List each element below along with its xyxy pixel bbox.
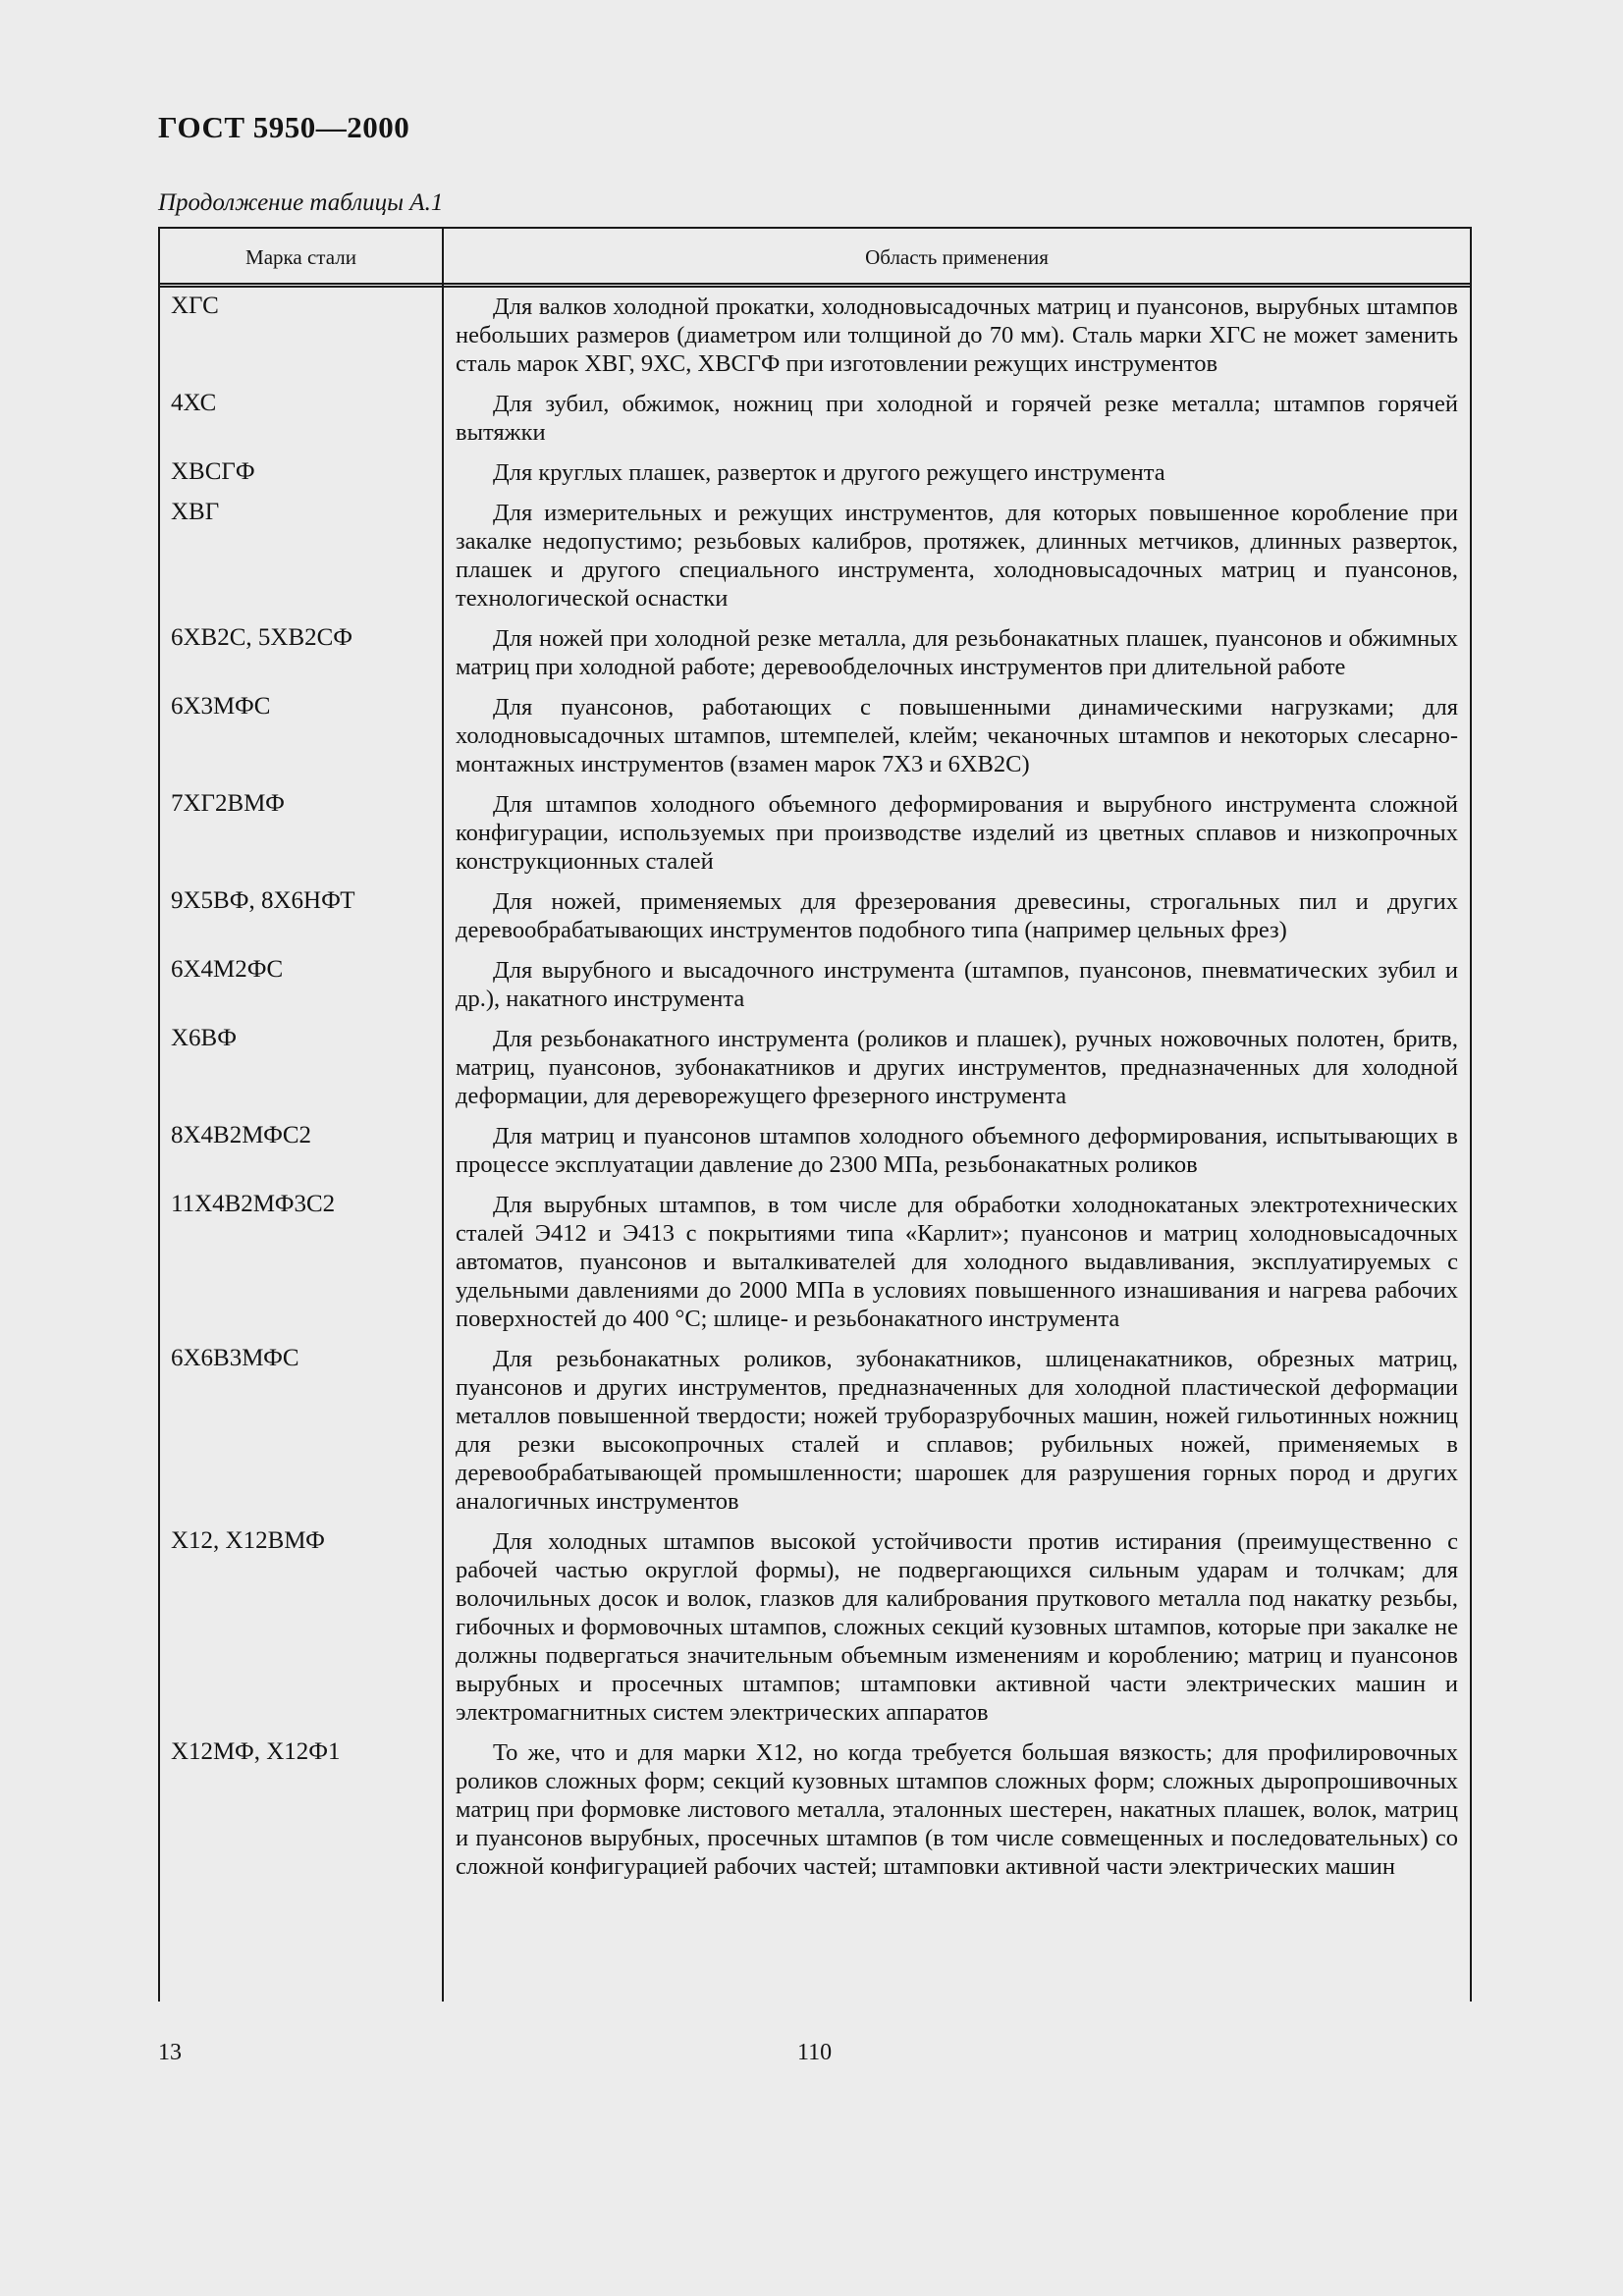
application-cell: Для ножей при холодной резке металла, для резьбонакатных плашек, пуансонов и обжимных матриц при холодной работе; деревообделочных инструментов при длительной работе <box>456 625 1458 680</box>
table-row <box>160 455 1470 487</box>
application-cell: Для вырубного и высадочного инструмента (штампов, пуансонов, пневматических зубил и др.), накатного инструмента <box>456 957 1458 1012</box>
application-cell: Для измерительных и режущих инструментов, для которых повышенное коробление при закалке недопустимо; резьбовых калибров, протяжек, длинных метчиков, длинных разверток, плашек и другого специального инструмента, холодновысадочных матриц и пуансонов, технологической оснастки <box>456 500 1458 612</box>
table-row <box>160 1022 1470 1110</box>
steel-grade-cell: ХВСГФ <box>171 458 255 485</box>
table-row <box>160 953 1470 1013</box>
steel-grade-cell: 4ХС <box>171 390 217 416</box>
header-steel-grade: Марка стали <box>245 245 356 269</box>
steel-grade-cell: Х6ВФ <box>171 1025 237 1051</box>
application-cell: Для валков холодной прокатки, холодновысадочных матриц и пуансонов, вырубных штампов небольших размеров (диаметром или толщиной до 70 мм). Сталь марки ХГС не может заменить сталь марок ХВГ, 9ХС, ХВСГФ при изготовлении режущих инструментов <box>456 294 1458 377</box>
table-row <box>160 787 1470 876</box>
steel-grade-cell: 7ХГ2ВМФ <box>171 790 285 817</box>
application-cell: Для зубил, обжимок, ножниц при холодной и горячей резке металла; штампов горячей вытяжки <box>456 391 1458 446</box>
steel-grade-cell: 6Х6В3МФС <box>171 1345 299 1371</box>
steel-grade-cell: 6ХВ2С, 5ХВ2СФ <box>171 624 353 651</box>
steel-grade-cell: 6Х4М2ФС <box>171 956 284 983</box>
table-row <box>160 1342 1470 1516</box>
table-row <box>160 496 1470 613</box>
header-application-area: Область применения <box>865 245 1049 269</box>
page-number-left: 13 <box>158 2040 182 2065</box>
table-row <box>160 1524 1470 1727</box>
table-row <box>160 1119 1470 1179</box>
application-cell: Для пуансонов, работающих с повышенными динамическими нагрузками; для холодновысадочных штампов, штемпелей, клейм; чеканочных штампов и некоторых слесарно-монтажных инструментов (взамен марок 7Х3 и 6ХВ2С) <box>456 694 1458 777</box>
table-body <box>160 290 1470 1890</box>
application-cell: Для штампов холодного объемного деформирования и вырубного инструмента сложной конфигурации, используемых при производстве изделий из цветных сплавов и низкопрочных конструкционных сталей <box>456 791 1458 875</box>
table-row <box>160 884 1470 944</box>
table-row <box>160 1188 1470 1333</box>
steel-grade-cell: 11Х4В2МФ3С2 <box>171 1191 336 1217</box>
steel-grades-table <box>158 227 1472 2002</box>
table-caption: Продолжение таблицы А.1 <box>158 189 444 216</box>
table-row <box>160 621 1470 681</box>
table-row <box>160 290 1470 378</box>
application-cell: Для холодных штампов высокой устойчивости против истирания (преимущественно с рабочей частью округлой формы), не подвергающихся сильным ударам и толчкам; для волочильных досок и волок, глазков для калибрования пруткового металла под накатку резьбы, гибочных и формовочных штампов, сложных секций кузовных штампов, которые при закалке не должны подвергаться значительным объемным изменениям и короблению; матриц и пуансонов вырубных и просечных штампов; штамповки активной части электрических машин и электромагнитных систем электрических аппаратов <box>456 1528 1458 1726</box>
steel-grade-cell: ХВГ <box>171 499 220 525</box>
application-cell: Для ножей, применяемых для фрезерования древесины, строгальных пил и других деревообрабатывающих инструментов подобного типа (например цельных фрез) <box>456 888 1458 943</box>
table-row <box>160 690 1470 778</box>
application-cell: То же, что и для марки Х12, но когда требуется большая вязкость; для профилировочных роликов сложных форм; секций кузовных штампов сложных форм; сложных дыропрошивочных матриц при формовке листового металла, эталонных шестерен, накатных плашек, волок, матриц и пуансонов вырубных, просечных штампов (в том числе совмещенных и последовательных) со сложной конфигурацией рабочих частей; штамповки активной части электрических машин <box>456 1739 1458 1880</box>
application-cell: Для вырубных штампов, в том числе для обработки холоднокатаных электротехнических сталей Э412 и Э413 с покрытиями типа «Карлит»; пуансонов и матриц холодновысадочных автоматов, пуансонов и выталкивателей для холодного выдавливания, эксплуатируемых с удельными давлениями до 2000 МПа в условиях повышенного изнашивания и нагрева рабочих поверхностей до 400 °С; шлице- и резьбонакатного инструмента <box>456 1192 1458 1332</box>
application-cell: Для матриц и пуансонов штампов холодного объемного деформирования, испытывающих в процессе эксплуатации давление до 2300 МПа, резьбонакатных роликов <box>456 1123 1458 1178</box>
steel-grade-cell: 8Х4В2МФС2 <box>171 1122 312 1148</box>
steel-grade-cell: 6Х3МФС <box>171 693 271 720</box>
steel-grade-cell: Х12, Х12ВМФ <box>171 1527 325 1554</box>
steel-grade-cell: ХГС <box>171 293 219 319</box>
page-number-center: 110 <box>797 2040 833 2065</box>
steel-grade-cell: 9Х5ВФ, 8Х6НФТ <box>171 887 355 914</box>
application-cell: Для резьбонакатных роликов, зубонакатников, шлиценакатников, обрезных матриц, пуансонов и других инструментов, предназначенных для холодной пластической деформации металлов повышенной твердости; ножей труборазрубочных машин, ножей гильотинных ножниц для резки высокопрочных сталей и сплавов; рубильных ножей, применяемых в деревообрабатывающей промышленности; шарошек для разрушения горных пород и других аналогичных инструментов <box>456 1346 1458 1515</box>
application-cell: Для резьбонакатного инструмента (роликов и плашек), ручных ножовочных полотен, бритв, матриц, пуансонов, зубонакатников и других инструментов, предназначенных для холодной деформации, для дереворежущего фрезерного инструмента <box>456 1026 1458 1109</box>
application-cell: Для круглых плашек, разверток и другого режущего инструмента <box>493 459 1165 486</box>
table-header <box>160 229 1470 288</box>
table-row <box>160 1735 1470 1881</box>
table-row <box>160 387 1470 447</box>
steel-grade-cell: Х12МФ, Х12Ф1 <box>171 1738 341 1765</box>
document-title: ГОСТ 5950—2000 <box>158 110 410 144</box>
